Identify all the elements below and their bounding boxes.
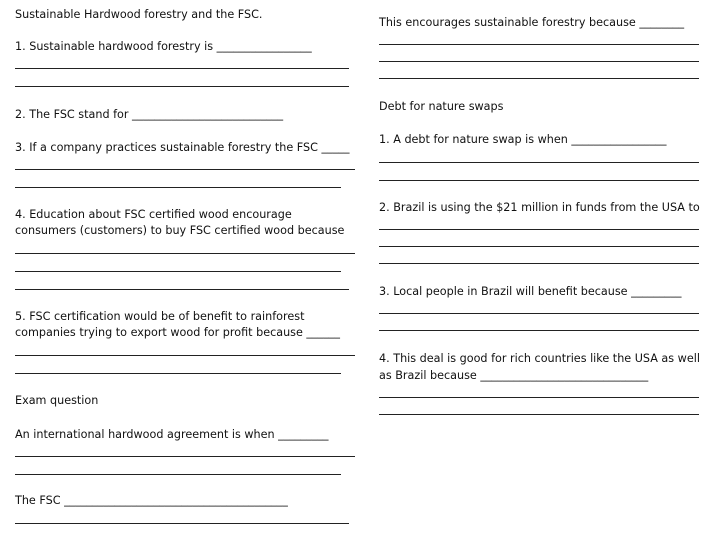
answer-line[interactable]	[15, 289, 349, 290]
right-question-2-prompt: 2. Brazil is using the $21 million in funds from the USA to	[379, 201, 700, 214]
answer-line[interactable]	[379, 78, 699, 79]
answer-line[interactable]	[15, 253, 355, 254]
right-question-4-prompt-line1: 4. This deal is good for rich countries like the USA as well	[379, 352, 700, 365]
question-2-prompt: 2. The FSC stand for ___________________________	[15, 108, 284, 121]
answer-line[interactable]	[379, 263, 699, 264]
answer-line[interactable]	[379, 397, 699, 398]
answer-line[interactable]	[379, 414, 699, 415]
question-3-prompt: 3. If a company practices sustainable forestry the FSC _____	[15, 141, 350, 154]
question-5-prompt-line1: 5. FSC certification would be of benefit to rainforest	[15, 310, 305, 323]
worksheet-title: Sustainable Hardwood forestry and the FSC.	[15, 8, 263, 21]
answer-line[interactable]	[15, 187, 341, 188]
answer-line[interactable]	[379, 61, 699, 62]
question-5-prompt-line2: companies trying to export wood for profit because ______	[15, 326, 340, 339]
answer-line[interactable]	[379, 246, 699, 247]
exam-question-2-prompt: The FSC ________________________________________	[15, 494, 288, 507]
exam-question-heading: Exam question	[15, 394, 99, 407]
answer-line[interactable]	[15, 169, 355, 170]
intro-prompt: This encourages sustainable forestry because ________	[379, 16, 685, 29]
question-4-prompt-line2: consumers (customers) to buy FSC certified wood because	[15, 224, 345, 237]
right-question-1-prompt: 1. A debt for nature swap is when _________________	[379, 133, 667, 146]
answer-line[interactable]	[15, 523, 349, 524]
answer-line[interactable]	[15, 271, 341, 272]
answer-line[interactable]	[379, 44, 699, 45]
answer-line[interactable]	[379, 330, 699, 331]
exam-question-1-prompt: An international hardwood agreement is when _________	[15, 428, 329, 441]
answer-line[interactable]	[15, 456, 355, 457]
answer-line[interactable]	[379, 162, 699, 163]
answer-line[interactable]	[379, 229, 699, 230]
right-question-4-prompt-line2: as Brazil because ______________________________	[379, 369, 649, 382]
answer-line[interactable]	[15, 68, 349, 69]
answer-line[interactable]	[15, 373, 341, 374]
question-1-prompt: 1. Sustainable hardwood forestry is _________________	[15, 40, 312, 53]
question-4-prompt-line1: 4. Education about FSC certified wood encourage	[15, 208, 292, 221]
section-heading-debt-for-nature: Debt for nature swaps	[379, 100, 504, 113]
answer-line[interactable]	[15, 355, 355, 356]
answer-line[interactable]	[379, 180, 699, 181]
right-question-3-prompt: 3. Local people in Brazil will benefit because _________	[379, 285, 682, 298]
answer-line[interactable]	[15, 86, 349, 87]
answer-line[interactable]	[15, 474, 341, 475]
answer-line[interactable]	[379, 313, 699, 314]
